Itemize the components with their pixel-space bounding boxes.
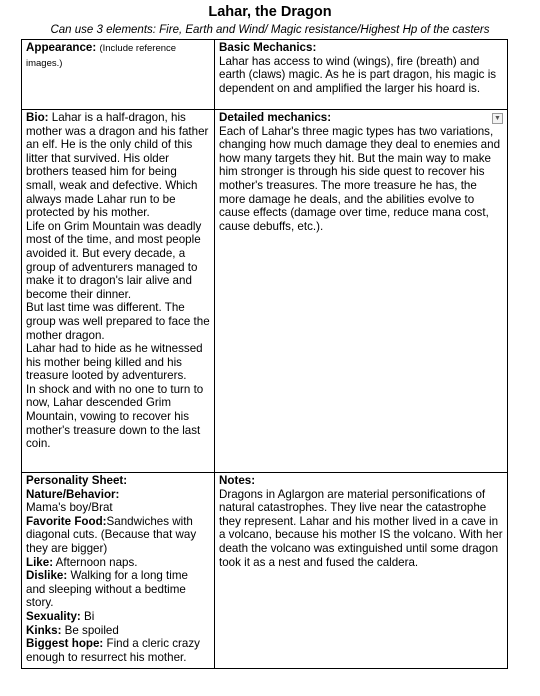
bio-paragraph: Lahar had to hide as he witnessed his mother being killed and his treasure looted by adventurers.: [26, 342, 203, 383]
detailed-mechanics-cell[interactable]: [215, 110, 508, 473]
appearance-note: (Include reference images.): [26, 43, 177, 69]
personality-label: Personality Sheet:: [26, 474, 128, 487]
sexuality: [26, 610, 210, 624]
detailed-mechanics-label: Detailed mechanics:: [219, 111, 332, 124]
kinks: [26, 624, 210, 638]
bio-paragraph: Life on Grim Mountain was deadly most of the time, and most people avoided it. But every decade, a group of adventurers managed to make it to dragon's lair alive and become their dinner.: [26, 219, 202, 301]
nature-label: Nature/Behavior:: [26, 487, 120, 501]
biggest-hope: [26, 637, 210, 664]
like: [26, 556, 210, 570]
bio-cell[interactable]: [22, 110, 215, 473]
like-label: Like:: [26, 555, 54, 569]
basic-mechanics-label: Basic Mechanics:: [219, 41, 317, 54]
dislike: [26, 569, 210, 610]
food-label: Favorite Food:: [26, 514, 107, 528]
nature-value: Mama's boy/Brat: [26, 501, 113, 515]
bio-text: Lahar is a half-dragon, his mother was a dragon and his father an elf. He is the only child of this litter that survived. His older brothers teased him for being small, weak and defective. Which always made Lahar run to be protected by his mother.: [26, 111, 209, 220]
notes-label: Notes:: [219, 474, 256, 487]
sexuality-value: Bi: [80, 609, 95, 623]
appearance-label: Appearance:: [26, 41, 97, 54]
character-sheet-table: [21, 39, 508, 669]
notes-text: Dragons in Aglargon are material personifications of natural catastrophes. They live near the catastrophe they represent. Lahar and his mother lived in a cave in a volcano, because his mother IS the volcano. With her death the volcano was extinguished until some dragon took it as a nest and fused the caldera.: [219, 487, 503, 569]
chevron-down-icon[interactable]: ▼: [492, 113, 503, 124]
like-value: Afternoon naps.: [53, 555, 138, 569]
personality-cell[interactable]: [22, 473, 215, 669]
kinks-label: Kinks:: [26, 623, 62, 637]
appearance-cell[interactable]: [22, 40, 215, 110]
food-value: Sandwiches with diagonal cuts. (Because that way they are bigger): [26, 514, 197, 555]
basic-mechanics-cell[interactable]: [215, 40, 508, 110]
basic-mechanics-text: Lahar has access to wind (wings), fire (breath) and earth (claws) magic. As he is part dragon, his magic is dependent on and amplified the larger his hoard is.: [219, 54, 497, 95]
hope-value: Find a cleric crazy enough to resurrect his mother.: [26, 637, 200, 664]
hope-label: Biggest hope:: [26, 637, 104, 651]
bio-label: Bio:: [26, 111, 49, 124]
dislike-value: Walking for a long time and sleeping without a bedtime story.: [26, 569, 188, 610]
sexuality-label: Sexuality:: [26, 609, 81, 623]
kinks-value: Be spoiled: [61, 623, 119, 637]
notes-cell[interactable]: [215, 473, 508, 669]
bio-paragraph: But last time was different. The group was well prepared to face the mother dragon.: [26, 301, 210, 342]
bio-paragraph: In shock and with no one to turn to now, Lahar descended Grim Mountain, vowing to recover his mother's treasure down to the last coin.: [26, 382, 204, 451]
favorite-food: [26, 515, 210, 556]
document-title: Lahar, the Dragon: [208, 4, 332, 20]
bio-paragraph: [26, 111, 210, 220]
detailed-mechanics-text: Each of Lahar's three magic types has two variations, changing how much damage they deal to enemies and how many targets they hit. But the main way to make him stronger is through his side quest to recover his mother's treasures. The more treasure he has, the more damage he deals, and the abilities evolve to cause effects (damage over time, reduce mana cost, cause debuffs, etc.).: [219, 124, 501, 233]
document-subtitle: Can use 3 elements: Fire, Earth and Wind/ Magic resistance/Highest Hp of the casters: [50, 24, 490, 36]
dislike-label: Dislike:: [26, 569, 68, 583]
